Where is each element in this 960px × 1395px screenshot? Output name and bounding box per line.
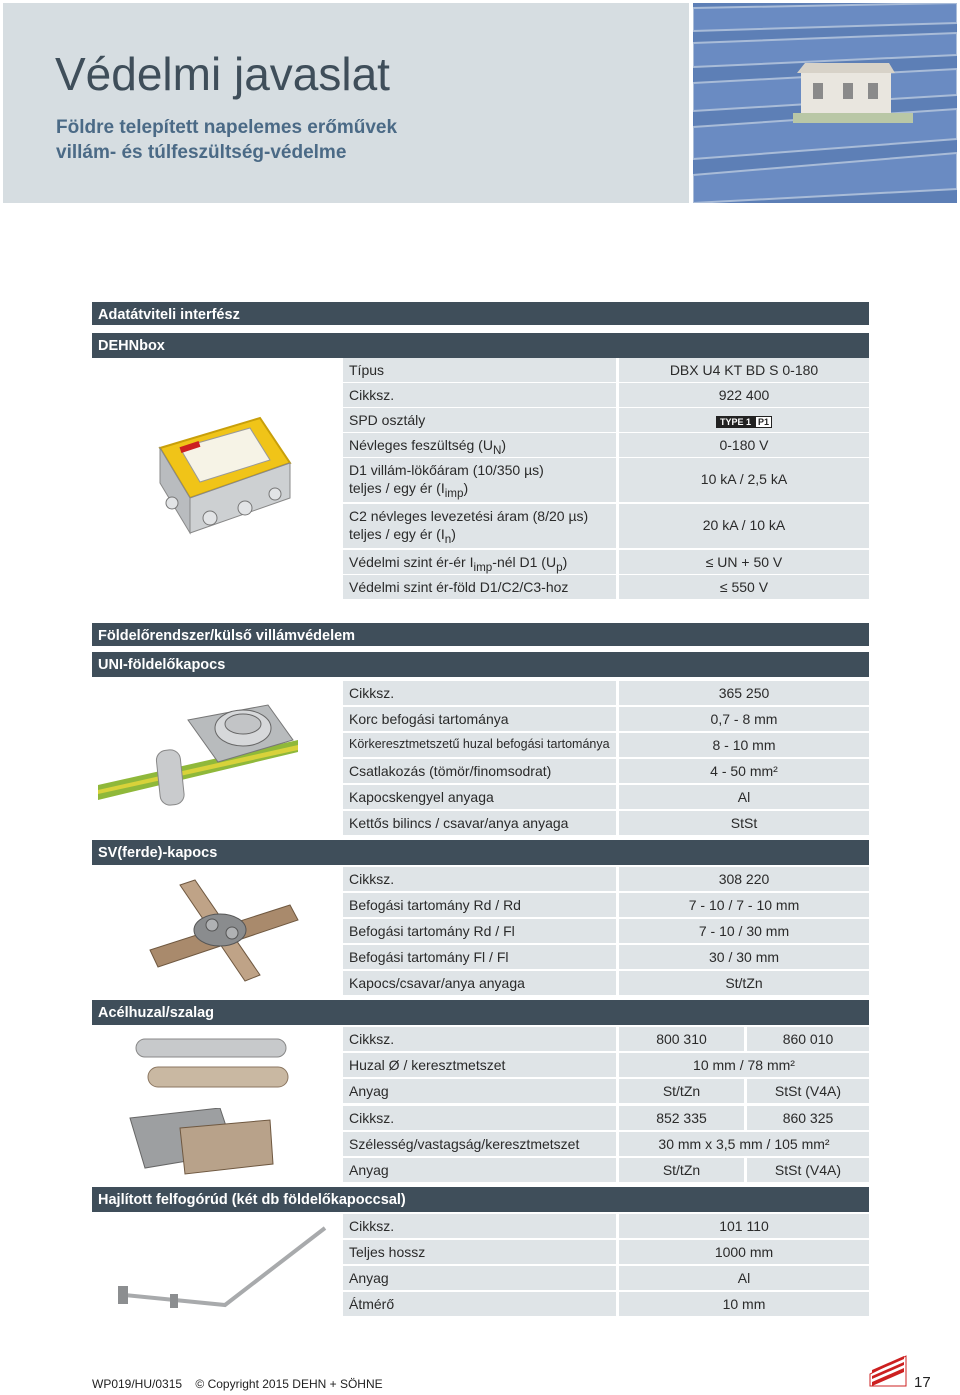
steel-row-material-2: [343, 1158, 869, 1182]
rod-row-total-length: [343, 1240, 869, 1264]
steel-row-strip-dimensions: [343, 1132, 869, 1156]
type-badge: TYPE 1: [716, 416, 755, 428]
row-label: Befogási tartomány Fl / Fl: [343, 945, 616, 969]
row-value: 922 400: [619, 383, 869, 407]
uni-row-part-no: [343, 681, 869, 705]
steel-row-part-no-1: [343, 1027, 869, 1051]
section-header-uni-clamp: UNI-földelőkapocs: [92, 652, 869, 677]
dehnbox-product-image: [150, 408, 300, 553]
row-value: 4 - 50 mm²: [619, 759, 869, 783]
section-header-sv-clamp: SV(ferde)-kapocs: [92, 840, 869, 865]
row-value: 8 - 10 mm: [619, 733, 869, 757]
row-value: 101 110: [619, 1214, 869, 1238]
row-label: Cikksz.: [343, 1106, 616, 1130]
row-value: Al: [619, 785, 869, 809]
page-title: Védelmi javaslat: [55, 48, 390, 100]
row-value: St/tZn: [619, 971, 869, 995]
row-value: DBX U4 KT BD S 0-180: [619, 358, 869, 382]
row-label: Típus: [343, 358, 616, 382]
sv-row-range-fl-fl: [343, 945, 869, 969]
row-label: Szélesség/vastagság/keresztmetszet: [343, 1132, 616, 1156]
row-value-b: StSt (V4A): [747, 1079, 869, 1103]
row-value: 10 mm: [619, 1292, 869, 1316]
sv-clamp-product-image: [140, 875, 300, 990]
dehnbox-row-part-no: [343, 383, 869, 407]
row-label: Befogási tartomány Rd / Rd: [343, 893, 616, 917]
uni-row-clip-material: [343, 811, 869, 835]
row-label: C2 névleges levezetési áram (8/20 µs) teljes / egy ér $(I_n)$: [343, 504, 616, 548]
row-label: Cikksz.: [343, 867, 616, 891]
section-header-earthing: Földelőrendszer/külső villámvédelem: [92, 623, 869, 648]
row-label: SPD osztály: [343, 408, 616, 432]
row-value: ≤ 550 V: [619, 575, 869, 599]
row-value: 20 kA / 10 kA: [619, 504, 869, 548]
section-header-air-termination-rod: Hajlított felfogórúd (két db földelőkapoccsal): [92, 1187, 869, 1212]
row-label: Anyag: [343, 1079, 616, 1103]
row-value: 308 220: [619, 867, 869, 891]
row-value: ≤ UN + 50 V: [619, 550, 869, 574]
row-value-a: St/tZn: [619, 1079, 744, 1103]
row-value: 0-180 V: [619, 433, 869, 457]
dehnbox-row-protection-level-earth: [343, 575, 869, 599]
row-label: Védelmi szint ér-föld D1/C2/C3-hoz: [343, 575, 616, 599]
row-label: Huzal Ø / keresztmetszet: [343, 1053, 616, 1077]
rod-row-part-no: [343, 1214, 869, 1238]
footer: [92, 1377, 383, 1391]
subtitle-line-1: Földre telepített napelemes erőművek: [56, 117, 398, 138]
uni-row-bracket-material: [343, 785, 869, 809]
row-label: Anyag: [343, 1266, 616, 1290]
row-label: Korc befogási tartománya: [343, 707, 616, 731]
dehn-logo: [868, 1352, 908, 1390]
row-value-a: 852 335: [619, 1106, 744, 1130]
row-value: 10 mm / 78 mm²: [619, 1053, 869, 1077]
document-code: WP019/HU/0315: [92, 1377, 183, 1391]
subtitle-line-2: villám- és túlfeszültség-védelme: [56, 142, 347, 163]
dehnbox-row-protection-level-line: [343, 550, 869, 574]
row-label: Cikksz.: [343, 681, 616, 705]
dehnbox-row-spd-class: [343, 408, 869, 432]
row-label: Védelmi szint ér-ér $I_{imp}$-nél D1 $(U_p)$: [343, 550, 616, 574]
row-label: Teljes hossz: [343, 1240, 616, 1264]
sv-row-range-rd-rd: [343, 893, 869, 917]
row-label: Cikksz.: [343, 383, 616, 407]
row-label: Cikksz.: [343, 1027, 616, 1051]
header-panel: [3, 3, 689, 203]
air-termination-rod-image: [110, 1220, 330, 1315]
row-value: 7 - 10 / 7 - 10 mm: [619, 893, 869, 917]
row-label: D1 villám-lökőáram (10/350 µs) teljes / egy ér $(I_{imp})$: [343, 458, 616, 502]
row-value-a: St/tZn: [619, 1158, 744, 1182]
p1-badge: P1: [755, 416, 772, 428]
steel-wire-product-image: [128, 1035, 293, 1100]
row-label: Körkeresztmetszetű huzal befogási tartománya: [343, 733, 616, 757]
section-header-dehnbox: DEHNbox: [92, 333, 869, 358]
row-value: Al: [619, 1266, 869, 1290]
uni-clamp-product-image: [98, 690, 298, 815]
solar-farm-photo: [693, 3, 957, 203]
steel-row-wire-diameter: [343, 1053, 869, 1077]
row-value: StSt: [619, 811, 869, 835]
row-label: Anyag: [343, 1158, 616, 1182]
row-label: Kapocs/csavar/anya anyaga: [343, 971, 616, 995]
row-value-b: 860 010: [747, 1027, 869, 1051]
dehnbox-row-type: [343, 358, 869, 382]
row-label: Cikksz.: [343, 1214, 616, 1238]
uni-row-round-wire-range: [343, 733, 869, 757]
dehnbox-row-nominal-voltage: [343, 433, 869, 457]
row-value: 1000 mm: [619, 1240, 869, 1264]
copyright: © Copyright 2015 DEHN + SÖHNE: [195, 1377, 383, 1391]
dehnbox-row-lightning-current: [343, 458, 869, 502]
uni-row-connection: [343, 759, 869, 783]
rod-row-diameter: [343, 1292, 869, 1316]
uni-row-seam-range: [343, 707, 869, 731]
rod-row-material: [343, 1266, 869, 1290]
row-value: 0,7 - 8 mm: [619, 707, 869, 731]
dehnbox-row-discharge-current: [343, 504, 869, 548]
row-value: 30 / 30 mm: [619, 945, 869, 969]
row-value: 10 kA / 2,5 kA: [619, 458, 869, 502]
spd-class-badge: [619, 408, 869, 432]
sv-row-material: [343, 971, 869, 995]
row-label: Átmérő: [343, 1292, 616, 1316]
row-value-b: 860 325: [747, 1106, 869, 1130]
page-subtitle: [56, 115, 397, 165]
steel-row-part-no-2: [343, 1106, 869, 1130]
row-value-a: 800 310: [619, 1027, 744, 1051]
row-label: Befogási tartomány Rd / Fl: [343, 919, 616, 943]
page-number: 17: [914, 1374, 931, 1391]
row-label: Kettős bilincs / csavar/anya anyaga: [343, 811, 616, 835]
row-label: Kapocskengyel anyaga: [343, 785, 616, 809]
row-label: Csatlakozás (tömör/finomsodrat): [343, 759, 616, 783]
row-label: Névleges feszültség $(U_N)$: [343, 433, 616, 457]
section-header-data-interface: Adatátviteli interfész: [92, 302, 869, 327]
row-value: 7 - 10 / 30 mm: [619, 919, 869, 943]
solar-farm-illustration: [693, 3, 957, 203]
steel-row-material-1: [343, 1079, 869, 1103]
row-value: 365 250: [619, 681, 869, 705]
section-header-steel-wire: Acélhuzal/szalag: [92, 1000, 869, 1025]
row-value: 30 mm x 3,5 mm / 105 mm²: [619, 1132, 869, 1156]
row-value-b: StSt (V4A): [747, 1158, 869, 1182]
sv-row-part-no: [343, 867, 869, 891]
sv-row-range-rd-fl: [343, 919, 869, 943]
steel-strip-product-image: [125, 1108, 275, 1183]
